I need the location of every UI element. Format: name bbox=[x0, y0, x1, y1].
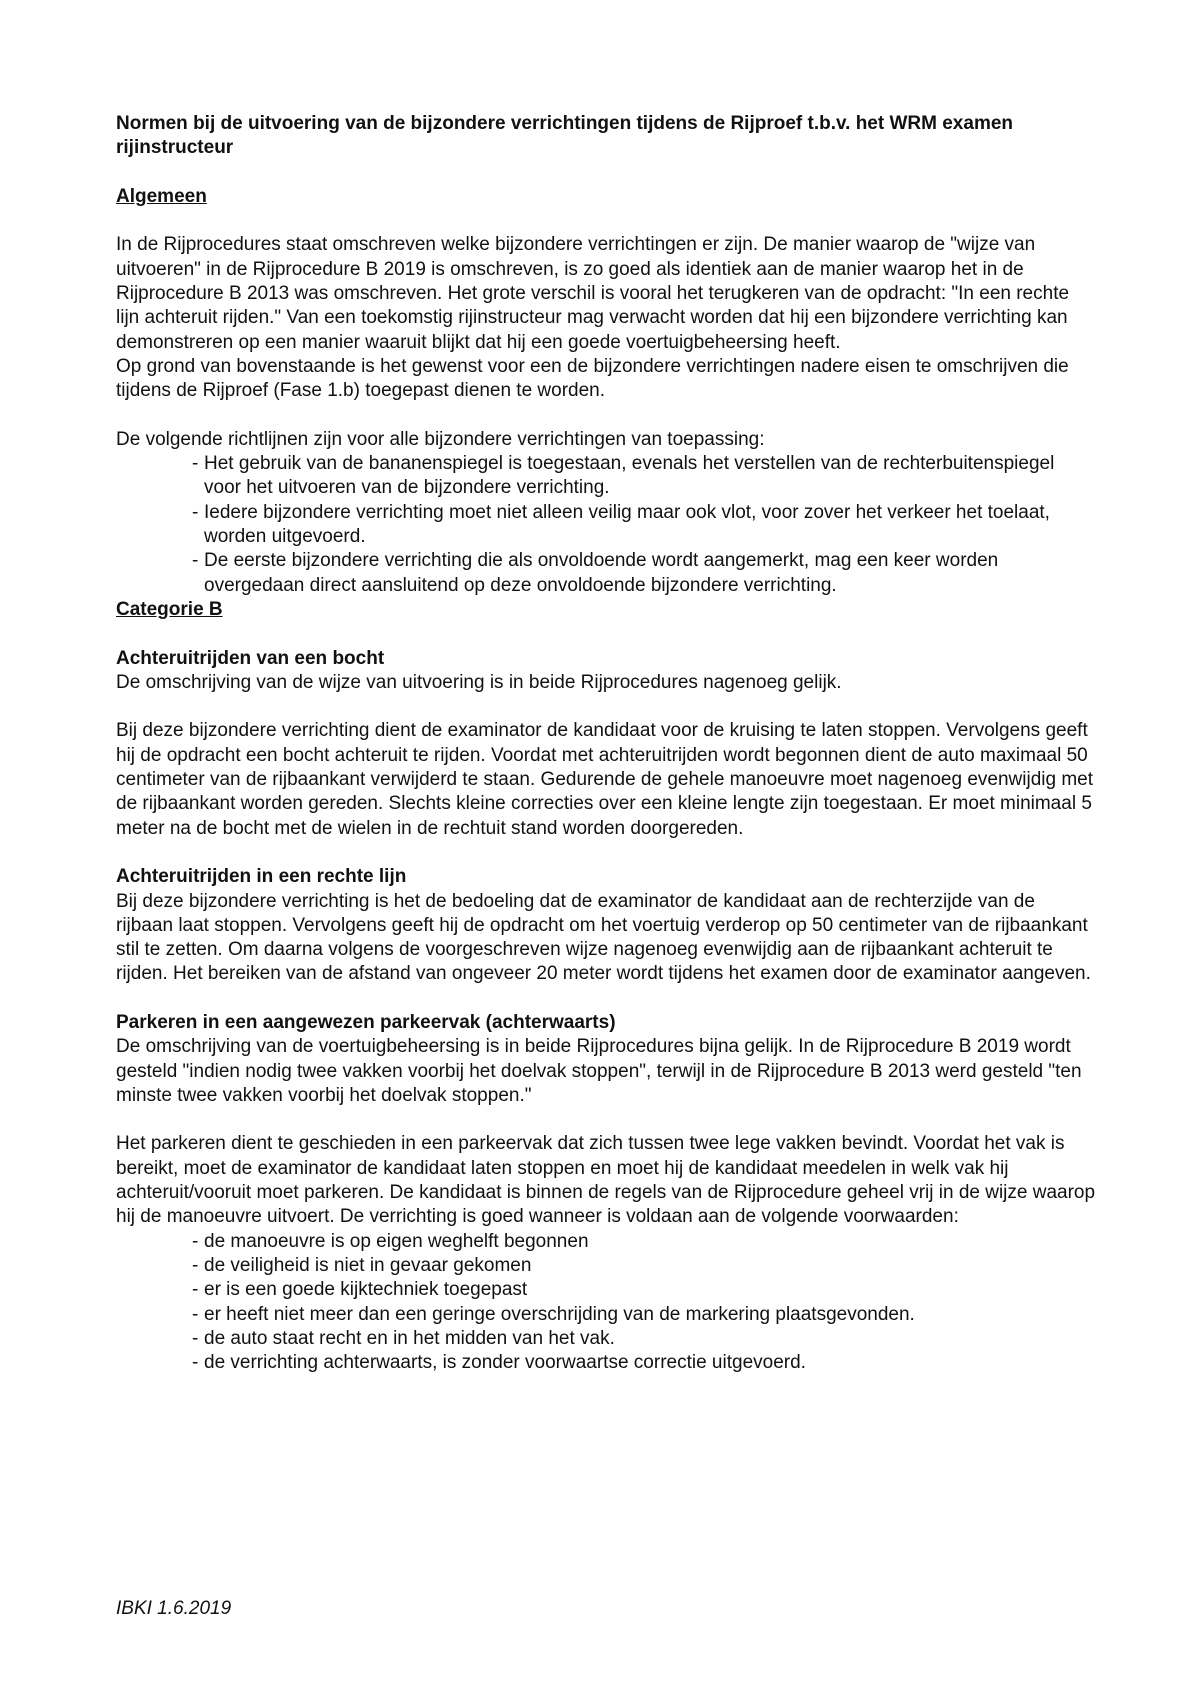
list-item: - de verrichting achterwaarts, is zonder voorwaartse correctie uitgevoerd. bbox=[188, 1351, 1096, 1375]
page-footer: IBKI 1.6.2019 bbox=[116, 1598, 232, 1619]
subheading-rechte-lijn: Achteruitrijden in een rechte lijn bbox=[116, 866, 407, 888]
parkeren-paragraph-1: De omschrijving van de voertuigbeheersing is in beide Rijprocedures bijna gelijk. In de Rijprocedure B 2019 wordt gesteld "indien nodig twee vakken voorbij het doelvak stoppen", terwijl in de Rijprocedure B 2013 werd gesteld "ten minste twee vakken voorbij het doelvak stoppen." bbox=[116, 1036, 1082, 1106]
document-title: Normen bij de uitvoering van de bijzondere verrichtingen tijdens de Rijproef t.b.v. het WRM examen rijinstructeur bbox=[116, 113, 1014, 159]
subheading-bocht: Achteruitrijden van een bocht bbox=[116, 647, 385, 669]
algemeen-paragraph-2: Op grond van bovenstaande is het gewenst voor een de bijzondere verrichtingen nadere eisen te omschrijven die tijdens de Rijproef (Fase 1.b) toegepast dienen te worden. bbox=[116, 355, 1069, 402]
list-item: - de manoeuvre is op eigen weghelft begonnen bbox=[188, 1230, 1096, 1254]
parkeren-conditions-list bbox=[116, 1230, 1096, 1376]
bocht-paragraph-1: De omschrijving van de wijze van uitvoering is in beide Rijprocedures nagenoeg gelijk. bbox=[116, 671, 842, 693]
section-heading-algemeen: Algemeen bbox=[116, 185, 207, 207]
document-page bbox=[116, 112, 1096, 1375]
subheading-parkeren: Parkeren in een aangewezen parkeervak (achterwaarts) bbox=[116, 1011, 616, 1033]
list-item: - Het gebruik van de bananenspiegel is toegestaan, evenals het verstellen van de rechterbuitenspiegel voor het uitvoeren van de bijzondere verrichting. bbox=[188, 452, 1096, 501]
section-heading-categorie-b: Categorie B bbox=[116, 598, 223, 620]
list-item: - De eerste bijzondere verrichting die als onvoldoende wordt aangemerkt, mag een keer worden overgedaan direct aansluitend op deze onvoldoende bijzondere verrichting. bbox=[188, 549, 1096, 598]
algemeen-intro: De volgende richtlijnen zijn voor alle bijzondere verrichtingen van toepassing: bbox=[116, 428, 765, 450]
rechte-lijn-paragraph: Bij deze bijzondere verrichting is het de bedoeling dat de examinator de kandidaat aan de rechterzijde van de rijbaan laat stoppen. Vervolgens geeft hij de opdracht om het voertuig verderop op 50 centimeter van de rijbaankant stil te zetten. Om daarna volgens de voorgeschreven wijze nagenoeg evenwijdig aan de rijbaankant achteruit te rijden. Het bereiken van de afstand van ongeveer 20 meter wordt tijdens het examen door de examinator aangeven. bbox=[116, 890, 1091, 985]
algemeen-guidelines-list bbox=[116, 452, 1096, 598]
list-item: - Iedere bijzondere verrichting moet niet alleen veilig maar ook vlot, voor zover het verkeer het toelaat, worden uitgevoerd. bbox=[188, 501, 1096, 550]
list-item: - de veiligheid is niet in gevaar gekomen bbox=[188, 1254, 1096, 1278]
algemeen-paragraph-1: In de Rijprocedures staat omschreven welke bijzondere verrichtingen er zijn. De manier waarop de "wijze van uitvoeren" in de Rijprocedure B 2019 is omschreven, is zo goed als identiek aan de manier waarop het in de Rijprocedure B 2013 was omschreven. Het grote verschil is vooral het terugkeren van de opdracht: "In een rechte lijn achteruit rijden." Van een toekomstig rijinstructeur mag verwacht worden dat hij een bijzondere verrichting kan demonstreren op een manier waaruit blijkt dat hij een goede voertuigbeheersing heeft. bbox=[116, 234, 1070, 353]
list-item: - er heeft niet meer dan een geringe overschrijding van de markering plaatsgevonden. bbox=[188, 1303, 1096, 1327]
list-item: - er is een goede kijktechniek toegepast bbox=[188, 1278, 1096, 1302]
list-item: - de auto staat recht en in het midden van het vak. bbox=[188, 1327, 1096, 1351]
parkeren-paragraph-2: Het parkeren dient te geschieden in een parkeervak dat zich tussen twee lege vakken bevindt. Voordat het vak is bereikt, moet de examinator de kandidaat laten stoppen en moet hij de kandidaat meedelen in welk vak hij achteruit/vooruit moet parkeren. De kandidaat is binnen de regels van de Rijprocedure geheel vrij in de wijze waarop hij de manoeuvre uitvoert. De verrichting is goed wanneer is voldaan aan de volgende voorwaarden: bbox=[116, 1133, 1096, 1228]
bocht-paragraph-2: Bij deze bijzondere verrichting dient de examinator de kandidaat voor de kruising te laten stoppen. Vervolgens geeft hij de opdracht een bocht achteruit te rijden. Voordat met achteruitrijden wordt begonnen dient de auto maximaal 50 centimeter van de rijbaankant verwijderd te staan. Gedurende de gehele manoeuvre moet nagenoeg evenwijdig met de rijbaankant worden gereden. Slechts kleine correcties over een kleine lengte zijn toegestaan. Er moet minimaal 5 meter na de bocht met de wielen in de rechtuit stand worden doorgereden. bbox=[116, 720, 1093, 839]
